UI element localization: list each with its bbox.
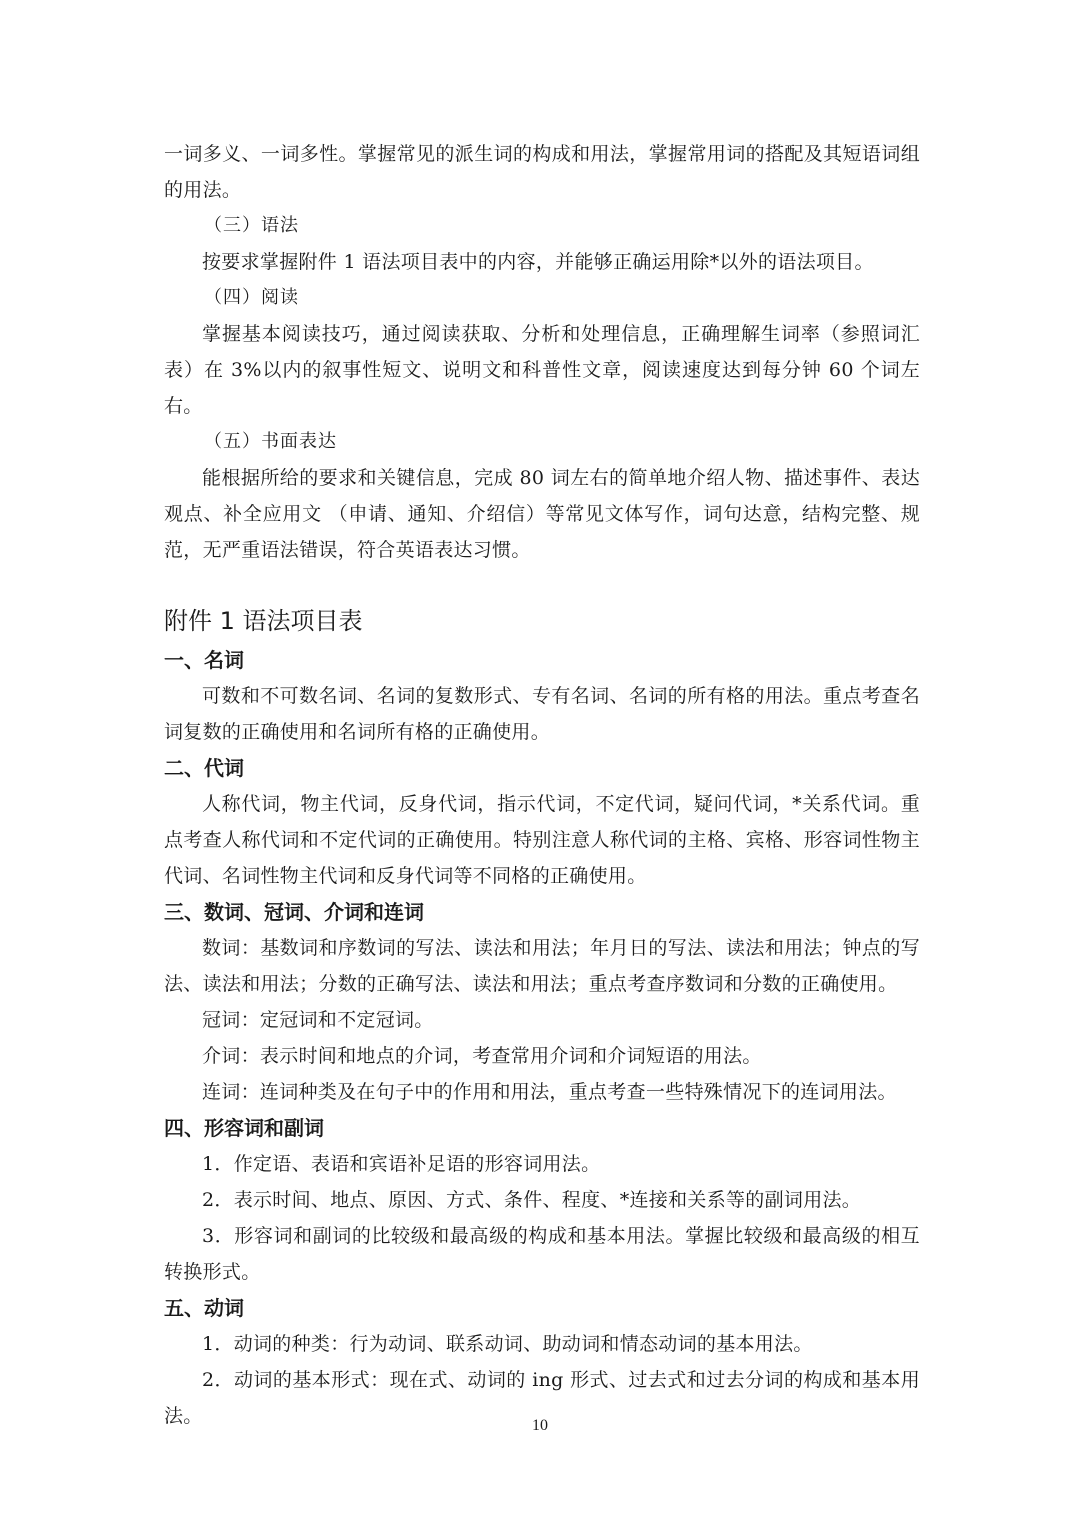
heading-verb: 五、动词: [164, 1296, 244, 1320]
paragraph-pronoun: 人称代词，物主代词，反身代词，指示代词，不定代词，疑问代词，*关系代词。重点考查人称代词和不定代词的正确使用。特别注意人称代词的主格、宾格、形容词性物主代词、名词性物主代词和反身代词等不同格的正确使用。: [164, 793, 920, 887]
paragraph-conjunction: 连词：连词种类及在句子中的作用和用法，重点考查一些特殊情况下的连词用法。: [202, 1081, 897, 1103]
page-content: [164, 136, 920, 1434]
heading-adjective: 四、形容词和副词: [164, 1116, 324, 1140]
section-heading-writing: （五）书面表达: [204, 431, 337, 452]
list-item-adjective-3: 3．形容词和副词的比较级和最高级的构成和基本用法。掌握比较级和最高级的相互转换形式。: [164, 1225, 920, 1283]
paragraph-noun: 可数和不可数名词、名词的复数形式、专有名词、名词的所有格的用法。重点考查名词复数的正确使用和名词所有格的正确使用。: [164, 685, 920, 743]
paragraph-writing: 能根据所给的要求和关键信息，完成 80 词左右的简单地介绍人物、描述事件、表达观点、补全应用文 （申请、通知、介绍信）等常见文体写作，词句达意，结构完整、规范，无严重语法错误，符合英语表达习惯。: [164, 467, 920, 561]
list-item-verb-2: 2．动词的基本形式：现在式、动词的 ing 形式、过去式和过去分词的构成和基本用法。: [164, 1369, 920, 1427]
section-heading-grammar: （三）语法: [204, 215, 299, 236]
heading-pronoun: 二、代词: [164, 756, 244, 780]
heading-numeral: 三、数词、冠词、介词和连词: [164, 900, 424, 924]
heading-noun: 一、名词: [164, 648, 244, 672]
section-heading-reading: （四）阅读: [204, 287, 299, 308]
paragraph-reading: 掌握基本阅读技巧，通过阅读获取、分析和处理信息，正确理解生词率（参照词汇表）在 3%以内的叙事性短文、说明文和科普性文章，阅读速度达到每分钟 60 个词左右。: [164, 323, 920, 417]
paragraph-preposition: 介词：表示时间和地点的介词，考查常用介词和介词短语的用法。: [202, 1045, 762, 1067]
list-item-adjective-2: 2．表示时间、地点、原因、方式、条件、程度、*连接和关系等的副词用法。: [202, 1189, 862, 1211]
paragraph-grammar: 按要求掌握附件 1 语法项目表中的内容，并能够正确运用除*以外的语法项目。: [202, 251, 874, 273]
page-number: 10: [532, 1417, 548, 1434]
appendix-title: 附件 1 语法项目表: [164, 607, 363, 635]
paragraph-numeral: 数词：基数词和序数词的写法、读法和用法；年月日的写法、读法和用法；钟点的写法、读法和用法；分数的正确写法、读法和用法；重点考查序数词和分数的正确使用。: [164, 937, 920, 995]
list-item-verb-1: 1．动词的种类：行为动词、联系动词、助动词和情态动词的基本用法。: [202, 1333, 813, 1355]
list-item-adjective-1: 1．作定语、表语和宾语补足语的形容词用法。: [202, 1153, 601, 1175]
paragraph-vocabulary-cont: 一词多义、一词多性。掌握常见的派生词的构成和用法，掌握常用词的搭配及其短语词组的用法。: [164, 143, 920, 201]
paragraph-article: 冠词：定冠词和不定冠词。: [202, 1009, 434, 1031]
